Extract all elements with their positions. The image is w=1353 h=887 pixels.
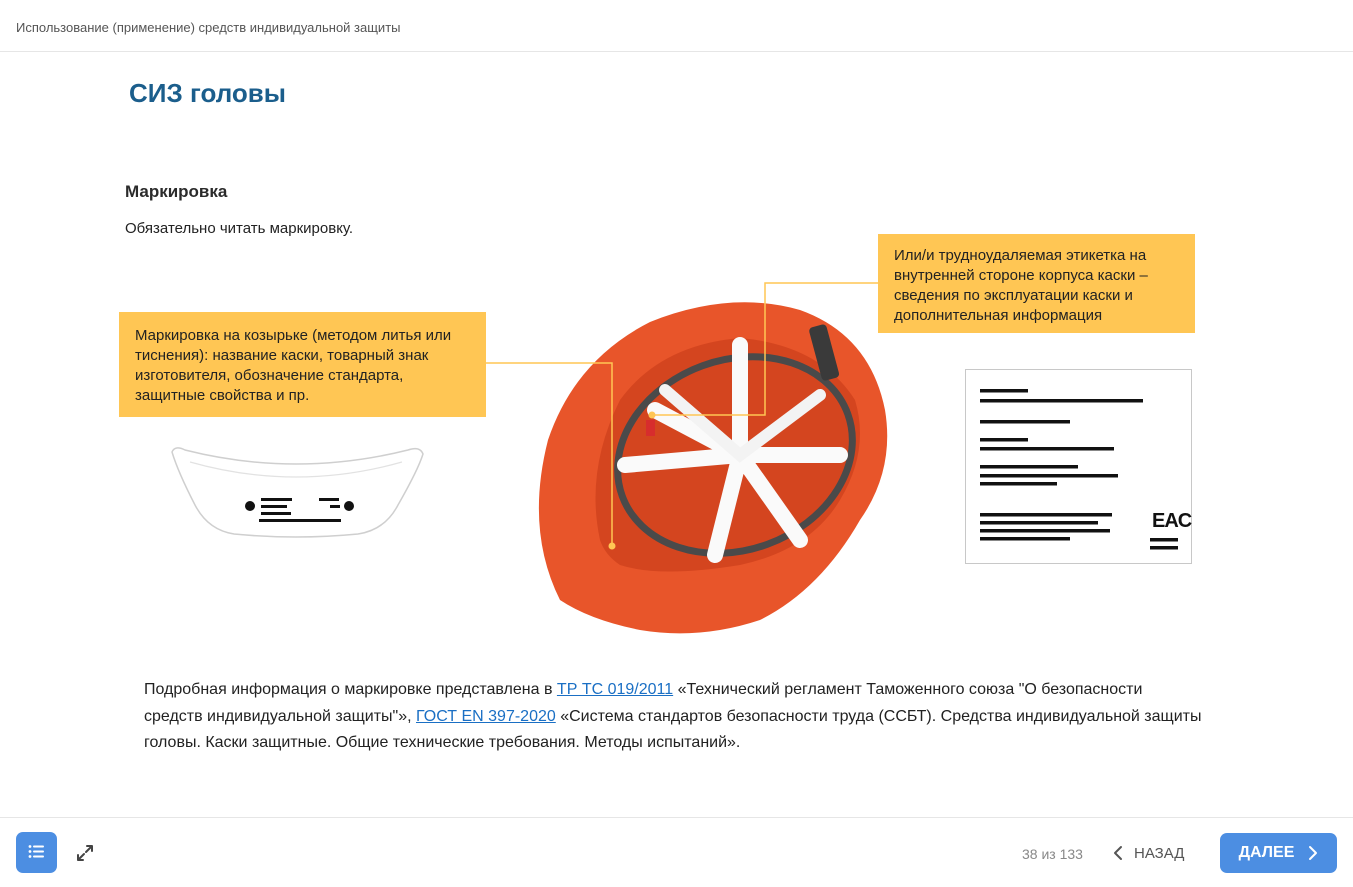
back-label: НАЗАД — [1134, 844, 1185, 862]
back-button[interactable] — [1112, 838, 1184, 868]
info-text-2: «Технический регламент Таможенного союза "О безопасности средств индивидуальной защиты"», — [144, 681, 1143, 725]
section-title: Маркировка — [125, 182, 228, 201]
label-sticker-image — [965, 369, 1192, 564]
tr-ts-link[interactable]: ТР ТС 019/2011 — [556, 681, 674, 698]
eac-mark: EAC — [1152, 510, 1192, 532]
visor-marking-image — [172, 448, 423, 537]
visor-marking-callout: Маркировка на козырьке (методом литья или тиснения): название каски, товарный знак изготовителя, обозначение стандарта, защитные свойства и пр. — [119, 312, 486, 417]
page-counter: 38 из 133 — [1022, 846, 1083, 862]
page-title: СИЗ головы — [129, 78, 286, 108]
course-title: Использование (применение) средств индивидуальной защиты — [16, 20, 401, 35]
fullscreen-button[interactable] — [72, 840, 98, 866]
helmet-image — [539, 302, 887, 633]
section-text: Обязательно читать маркировку. — [125, 220, 354, 237]
next-label: ДАЛЕЕ — [1238, 844, 1295, 861]
info-text-1: Подробная информация о маркировке представлена в — [144, 681, 557, 698]
gost-link[interactable]: ГОСТ EN 397-2020 — [416, 707, 556, 725]
chevron-right-icon — [1308, 845, 1318, 861]
contents-menu-button[interactable] — [16, 832, 57, 873]
label-text-lines — [966, 370, 1190, 562]
expand-icon — [72, 840, 98, 866]
next-button[interactable] — [1220, 833, 1337, 873]
label-callout: Или/и трудноудаляемая этикетка на внутренней стороне корпуса каски – сведения по эксплуатации каски и дополнительная информация — [878, 234, 1195, 333]
info-paragraph — [144, 677, 1204, 757]
list-icon — [16, 832, 57, 873]
info-text-3: «Система стандартов безопасности труда (ССБТ). Средства индивидуальной защиты головы. Каски защитные. Общие технические требования. Методы испытаний». — [144, 707, 1202, 751]
chevron-left-icon — [1112, 845, 1124, 861]
